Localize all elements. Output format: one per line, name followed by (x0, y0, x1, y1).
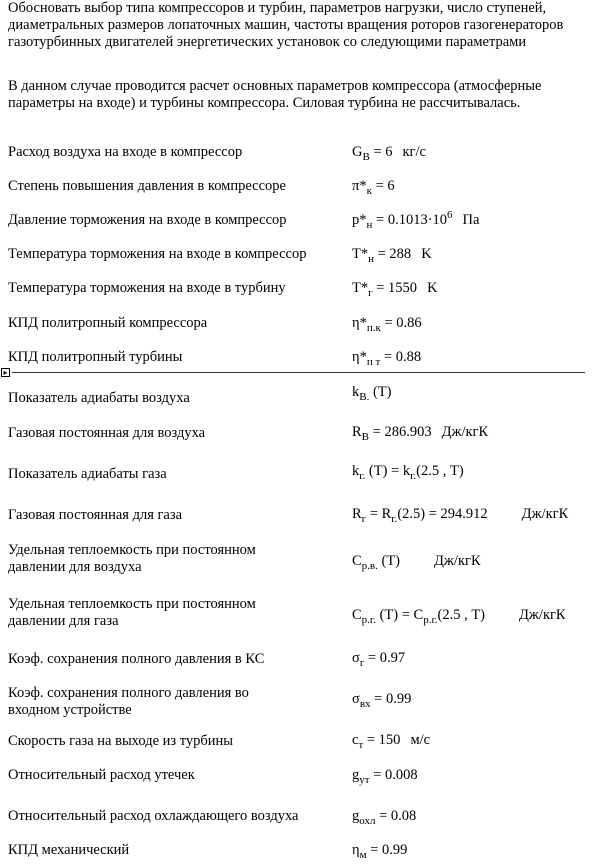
formula (352, 424, 488, 441)
formula-subscript: р.г. (423, 614, 438, 626)
formula-subscript: В (362, 151, 370, 163)
formula (352, 650, 405, 667)
formula-value: = 0.88 (383, 349, 422, 365)
formula-unit: Дж/кгК (441, 424, 489, 440)
formula-subscript: В. (359, 391, 370, 403)
formula-unit: кг/с (402, 144, 426, 160)
formula-subscript: н (368, 253, 374, 265)
property-label: Относительный расход утечек (8, 767, 195, 783)
formula-value: (2.5 , T) (437, 607, 485, 623)
formula-value: = 0.08 (379, 808, 417, 824)
formula-symbol: T* (352, 246, 369, 262)
formula (352, 732, 430, 749)
formula-value: = 1550 (376, 280, 418, 296)
formula (352, 280, 438, 297)
formula-symbol: η* (352, 315, 367, 331)
property-label: Удельная теплоемкость при постоянном давлении для газа (8, 596, 256, 629)
formula-value: = 0.1013·10 (376, 212, 448, 228)
formula (352, 209, 480, 231)
formula-symbol: G (352, 144, 363, 160)
formula-value: = R (369, 506, 392, 522)
formula (352, 553, 481, 570)
formula (352, 506, 568, 523)
formula-value: (T) (381, 553, 401, 569)
formula-subscript: г. (391, 513, 398, 525)
property-label: Относительный расход охлаждающего воздуха (8, 808, 299, 824)
param-label: Температура торможения на входе в компрессор (8, 246, 307, 262)
formula-symbol: R (352, 424, 362, 440)
formula-subscript: п.к (366, 322, 381, 334)
property-label: Газовая постоянная для газа (8, 507, 183, 523)
property-label: Удельная теплоемкость при постоянном давлении для воздуха (8, 542, 256, 575)
formula-symbol: π* (352, 178, 367, 194)
formula-subscript: охл (359, 815, 376, 827)
formula (352, 691, 411, 708)
formula-subscript: к (366, 185, 372, 197)
formula (352, 767, 418, 784)
formula-unit: Па (462, 212, 480, 228)
property-label: Газовая постоянная для воздуха (8, 425, 206, 441)
property-label: КПД механический (8, 842, 130, 858)
formula-value: = 150 (366, 732, 401, 748)
intro-paragraph: Обосновать выбор типа компрессоров и турбин, параметров нагрузки, число ступеней, диаметральных размеров лопаточных машин, частоты вращения роторов газогенераторов газотурбинных двигателей энергетических установок со следующими параметрами (8, 0, 564, 50)
formula-symbol: g (352, 808, 360, 824)
formula (352, 178, 395, 195)
formula-subscript: г (359, 657, 365, 669)
divider-line (12, 372, 585, 373)
formula-symbol: k (352, 463, 360, 479)
property-label: Коэф. сохранения полного давления в КС (8, 651, 265, 667)
param-label: Степень повышения давления в компрессоре (8, 178, 286, 194)
formula (352, 144, 426, 161)
formula-symbol: C (352, 607, 362, 623)
property-label: Показатель адиабаты газа (8, 466, 167, 482)
formula (352, 607, 566, 624)
param-label: Температура торможения на входе в турбину (8, 280, 286, 296)
formula-unit: K (427, 280, 438, 296)
formula-unit: K (421, 246, 432, 262)
formula-unit: Дж/кгК (519, 607, 566, 623)
formula-symbol: T* (352, 280, 369, 296)
formula-unit: Дж/кгК (521, 506, 569, 522)
formula-symbol: R (352, 506, 362, 522)
formula-subscript: р.г. (361, 614, 376, 626)
formula-symbol: C (352, 553, 362, 569)
region-toggle-icon[interactable]: ▸ (1, 368, 10, 377)
formula-exponent: 6 (447, 209, 453, 221)
formula-subscript: ут (359, 774, 370, 786)
formula-value: = 0.86 (384, 315, 422, 331)
property-label: Коэф. сохранения полного давления во входном устройстве (8, 685, 249, 718)
formula-value: = 6 (373, 144, 393, 160)
formula-symbol: p* (352, 212, 367, 228)
formula-value: = 0.008 (373, 767, 418, 783)
formula-value: (2.5) = 294.912 (397, 506, 488, 522)
formula-value: = 288 (377, 246, 412, 262)
param-label: Давление торможения на входе в компрессор (8, 212, 287, 228)
formula-subscript: м (359, 849, 367, 861)
formula-subscript: г. (410, 470, 417, 482)
formula-symbol: k (352, 384, 360, 400)
formula-value: = 0.99 (374, 691, 412, 707)
formula-symbol: c (352, 732, 359, 748)
formula-subscript: В (361, 431, 370, 443)
formula (352, 349, 421, 366)
param-label: КПД политропный турбины (8, 349, 183, 365)
formula-subscript: г (368, 287, 373, 299)
formula-value: (T) = k (368, 463, 411, 479)
formula (352, 842, 407, 859)
formula-symbol: σ (352, 691, 360, 707)
formula-subscript: п т (366, 356, 381, 368)
property-label: Скорость газа на выходе из турбины (8, 733, 234, 749)
formula-symbol: g (352, 767, 360, 783)
formula (352, 463, 464, 480)
formula-value: (T) = C (379, 607, 424, 623)
property-label: Показатель адиабаты воздуха (8, 390, 190, 406)
region-divider[interactable] (0, 368, 601, 378)
formula-subscript: г. (359, 470, 366, 482)
formula (352, 384, 391, 401)
formula-value: = 0.99 (370, 842, 408, 858)
formula-symbol: σ (352, 650, 360, 666)
formula-subscript: вх (359, 698, 371, 710)
formula-symbol: η* (352, 349, 367, 365)
param-label: Расход воздуха на входе в компрессор (8, 144, 243, 160)
formula (352, 246, 432, 263)
formula (352, 808, 416, 825)
formula-value: = 0.97 (367, 650, 406, 666)
formula-value: = 6 (375, 178, 395, 194)
param-label: КПД политропный компрессора (8, 315, 208, 331)
formula-value: (T) (372, 384, 392, 400)
formula-symbol: η (352, 842, 360, 858)
formula-subscript: р.в. (361, 560, 378, 572)
formula-subscript: т (358, 739, 364, 751)
formula-value: (2.5 , T) (416, 463, 464, 479)
scope-paragraph: В данном случае проводится расчет основных параметров компрессора (атмосферные параметры на входе) и турбины компрессора. Силовая турбина не рассчитывалась. (8, 78, 542, 111)
formula (352, 315, 422, 332)
formula-unit: Дж/кгК (434, 553, 481, 569)
formula-subscript: г (361, 513, 367, 525)
formula-unit: м/с (410, 732, 431, 748)
formula-subscript: н (366, 219, 373, 231)
formula-value: = 286.903 (372, 424, 432, 440)
